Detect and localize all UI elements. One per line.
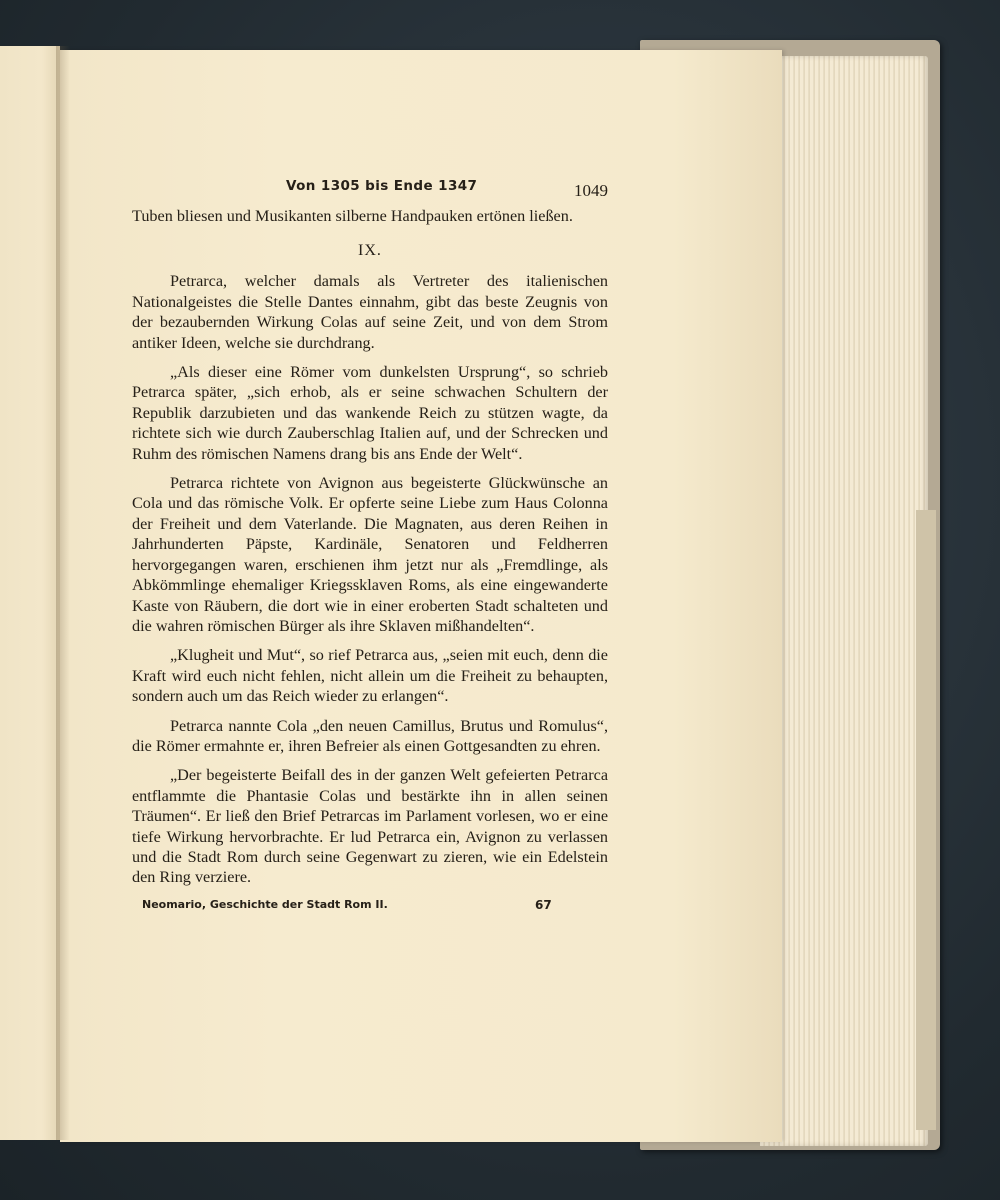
paragraph: Petrarca nannte Cola „den neuen Camillus, Brutus und Romulus“, die Römer ermahnte er, ihren Befreier als einen Gottgesandten zu ehren.	[132, 716, 608, 755]
page-content	[132, 178, 608, 918]
page-number: 1049	[574, 181, 608, 200]
left-page	[0, 46, 60, 1140]
page-edges	[760, 56, 928, 1146]
paragraph: „Der begeisterte Beifall des in der ganzen Welt gefeierten Petrarca entflammte die Phantasie Colas und bestärkte ihn in allen seinen Träumen“. Er ließ den Brief Petrarcas im Parlament vorlesen, wo er eine tiefe Wirkung hervorbrachte. Er lud Petrarca ein, Avignon zu verlassen und die Stadt Rom durch seine Gegenwart zu zieren, wie ein Edelstein den Ring verziere.	[132, 766, 608, 887]
paragraph: „Als dieser eine Römer vom dunkelsten Ursprung“, so schrieb Petrarca später, „sich erhob, als er seine schwachen Schultern der Republik darzubieten und das wankende Reich zu stützen wagte, da richtete sich wie durch Zauberschlag Italien auf, und der Schrecken und Ruhm des römischen Namens drang bis ans Ende der Welt“.	[132, 363, 608, 463]
section-number: IX.	[358, 242, 382, 260]
paragraph: „Klugheit und Mut“, so rief Petrarca aus, „seien mit euch, denn die Kraft wird euch nicht fehlen, nicht allein um die Freiheit zu behaupten, sondern auch um das Reich wieder zu erlangen“.	[132, 646, 608, 706]
paragraph: Petrarca, welcher damals als Vertreter des italienischen Nationalgeistes die Stelle Dantes einnahm, gibt das beste Zeugnis von der bezaubernden Wirkung Colas auf seine Zeit, und von dem Strom antiker Ideen, welche sie durchdrang.	[132, 272, 608, 352]
page-gutter	[56, 46, 70, 1140]
paragraph: Tuben bliesen und Musikanten silberne Handpauken ertönen ließen.	[132, 207, 573, 225]
page-footer	[132, 898, 608, 918]
page-header	[132, 178, 608, 206]
bookmark-ribbon	[916, 510, 936, 1130]
paragraph: Petrarca richtete von Avignon aus begeisterte Glückwünsche an Cola und das römische Volk. Er opferte seine Liebe zum Haus Colonna der Freiheit und dem Vaterlande. Die Magnaten, aus deren Reihen in Jahrhunderten Päpste, Kardinäle, Senatoren und Feldherren hervorgegangen waren, erschienen ihm jetzt nur als „Fremdlinge, als Abkömmlinge ehemaliger Kriegssklaven Roms, als eine eingewanderte Kaste von Räubern, die dort wie in einer eroberten Stadt schalteten und die wahren römischen Bürger als ihre Sklaven mißhandelten“.	[132, 474, 608, 635]
signature-mark: 67	[535, 897, 552, 912]
footer-title: Neomario, Geschichte der Stadt Rom II.	[142, 897, 388, 911]
running-head: Von 1305 bis Ende 1347	[286, 178, 478, 194]
